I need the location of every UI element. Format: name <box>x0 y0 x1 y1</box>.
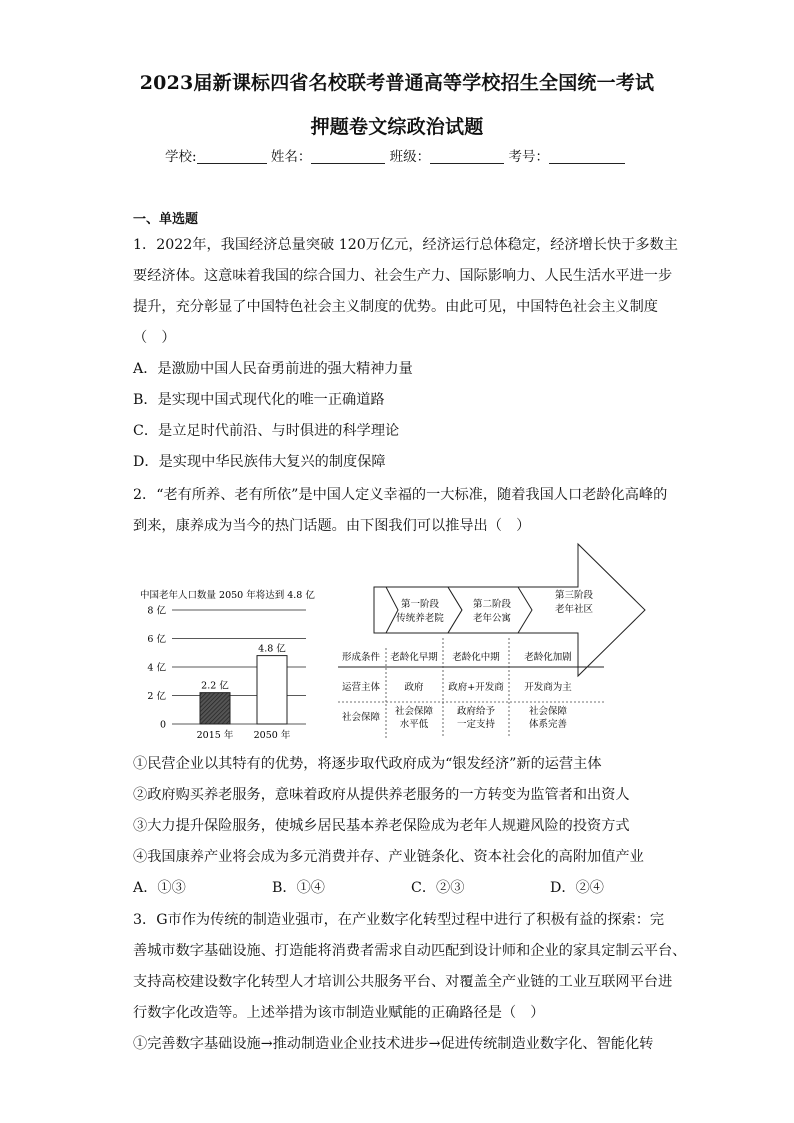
row-label: 社会保障 <box>342 712 381 723</box>
cell: 老龄化早期 <box>390 652 438 663</box>
cell: 政府 <box>404 682 424 693</box>
q3-line: 善城市数字基础设施、打造能将消费者需求自动匹配到设计师和企业的家具定制云平台、 <box>133 943 687 959</box>
q2-statement-3: ③大力提升保险服务，使城乡居民基本养老保险成为老年人规避风险的投资方式 <box>133 818 630 834</box>
q2-option-b: B．①④ <box>272 880 325 896</box>
row-label: 运营主体 <box>342 682 381 693</box>
bar-value-label: 4.8 亿 <box>258 643 286 655</box>
stage2-name: 第二阶段 <box>472 599 512 610</box>
bar-value-label: 2.2 亿 <box>201 680 229 692</box>
x-tick-label: 2015 年 <box>196 730 234 741</box>
q2-figure <box>0 538 794 748</box>
exam-no-blank[interactable] <box>549 149 625 164</box>
y-tick-label: 6 亿 <box>147 634 166 645</box>
q1-option-b: B．是实现中国式现代化的唯一正确道路 <box>133 392 385 408</box>
cell: 社会保障 <box>528 706 568 717</box>
cell: 政府给予 <box>456 706 496 717</box>
cell: 老龄化中期 <box>452 652 500 663</box>
cell: 社会保障 <box>394 706 434 717</box>
bar <box>200 693 230 724</box>
cell: 体系完善 <box>528 719 568 730</box>
exam-no-label: 考号： <box>508 149 549 165</box>
q1-line: 要经济体。这意味着我国的综合国力、社会生产力、国际影响力、人民生活水平进一步 <box>133 268 673 284</box>
stage3-sub: 老年社区 <box>554 604 594 615</box>
q1-option-a: A．是激励中国人民奋勇前进的强大精神力量 <box>133 361 413 377</box>
x-tick-label: 2050 年 <box>253 730 291 741</box>
q1-option-d: D．是实现中华民族伟大复兴的制度保障 <box>133 454 386 470</box>
q2-statement-4: ④我国康养产业将会成为多元消费并存、产业链条化、资本社会化的高附加值产业 <box>133 849 644 865</box>
q2-statement-1: ①民营企业以其特有的优势，将逐步取代政府成为“银发经济”新的运营主体 <box>133 756 602 772</box>
section-title: 一、单选题 <box>133 212 199 227</box>
q2-option-d: D．②④ <box>550 880 604 896</box>
school-label: 学校: <box>165 149 197 165</box>
cell: 一定支持 <box>456 719 496 730</box>
q3-line: ①完善数字基础设施→推动制造业企业技术进步→促进传统制造业数字化、智能化转 <box>133 1036 654 1052</box>
q1-line: 提升，充分彰显了中国特色社会主义制度的优势。由此可见，中国特色社会主义制度 <box>133 299 658 315</box>
row-label: 形成条件 <box>342 652 381 663</box>
q2-line: 到来，康养成为当今的热门话题。由下图我们可以推导出（ ） <box>133 518 531 534</box>
cell: 老龄化加剧 <box>524 652 572 663</box>
school-blank[interactable] <box>197 149 267 164</box>
class-blank[interactable] <box>430 149 504 164</box>
bar <box>257 656 287 724</box>
cell: 开发商为主 <box>524 682 572 693</box>
name-blank[interactable] <box>311 149 385 164</box>
q2-options <box>133 877 689 897</box>
stage1-name: 第一阶段 <box>400 599 440 610</box>
q1-line: （ ） <box>133 330 176 346</box>
stage3-name: 第三阶段 <box>554 590 594 601</box>
stage2-sub: 老年公寓 <box>472 613 512 624</box>
q3-line: 3．G市作为传统的制造业强市，在产业数字化转型过程中进行了积极有益的探索：完 <box>133 912 665 928</box>
q3-line: 支持高校建设数字化转型人才培训公共服务平台、对覆盖全产业链的工业互联网平台进 <box>133 974 673 990</box>
q1-line: 1．2022年，我国经济总量突破 120万亿元，经济运行总体稳定，经济增长快于多数主 <box>133 237 678 253</box>
q1-option-c: C．是立足时代前沿、与时俱进的科学理论 <box>133 423 400 439</box>
y-tick-label: 0 <box>159 719 166 731</box>
cell: 政府+开发商 <box>448 682 504 693</box>
name-label: 姓名： <box>270 149 312 165</box>
class-label: 班级： <box>389 149 431 165</box>
q2-option-c: C．②③ <box>411 880 465 896</box>
q2-option-a: A．①③ <box>133 880 186 896</box>
elderly-care-stage-diagram <box>338 544 645 738</box>
exam-title-line1: 2023届新课标四省名校联考普通高等学校招生全国统一考试 <box>139 72 655 94</box>
elderly-population-chart <box>140 589 315 741</box>
exam-title-line2: 押题卷文综政治试题 <box>310 116 484 138</box>
q2-statement-2: ②政府购买养老服务，意味着政府从提供养老服务的一方转变为监管者和出资人 <box>133 787 630 803</box>
chart-title: 中国老年人口数量 2050 年将达到 4.8 亿 <box>140 590 315 601</box>
y-tick-label: 8 亿 <box>147 605 166 617</box>
stage1-sub: 传统养老院 <box>396 613 444 624</box>
q3-line: 行数字化改造等。上述举措为该市制造业赋能的正确路径是（ ） <box>133 1005 545 1021</box>
q2-line: 2．“老有所养、老有所依”是中国人定义幸福的一大标准，随着我国人口老龄化高峰的 <box>133 487 668 503</box>
y-tick-label: 2 亿 <box>147 691 166 702</box>
cell: 水平低 <box>399 719 429 730</box>
student-info-row <box>165 145 625 165</box>
y-tick-label: 4 亿 <box>147 662 166 674</box>
